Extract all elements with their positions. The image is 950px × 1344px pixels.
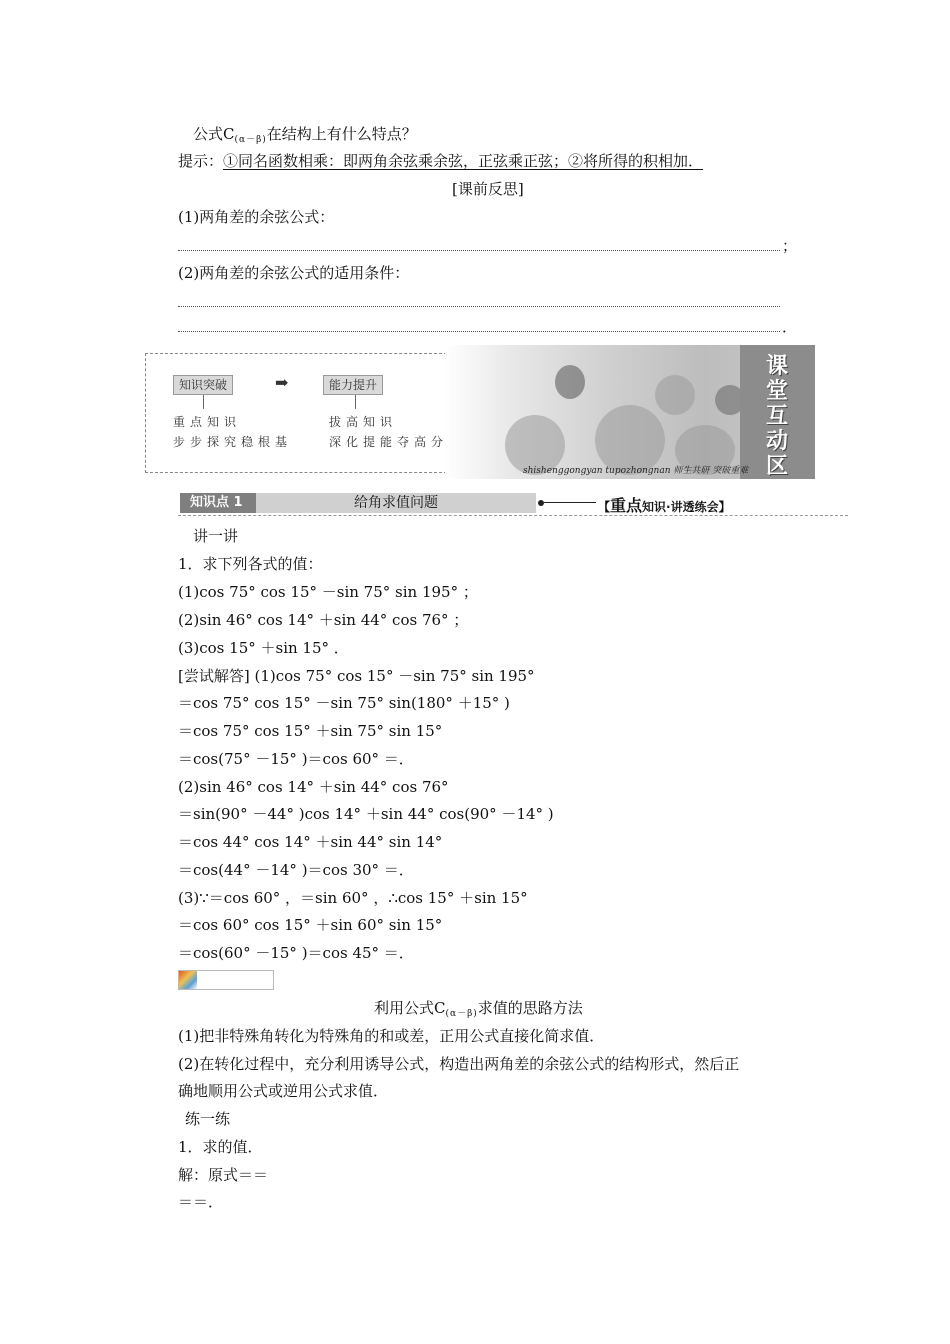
method-point-2: (2)在转化过程中，充分利用诱导公式，构造出两角差的余弦公式的结构形式，然后正 [178,1055,740,1073]
section-banner [145,345,815,479]
section-label: 讲一讲 [193,527,239,545]
solution-line: ＝cos(44° －14° )＝cos 30° ＝． [178,861,414,879]
solution-line: ＝cos 75° cos 15° －sin 75° sin(180° ＋15° ) [178,694,510,712]
hint-label: 提示： [178,152,224,170]
problem-item: (1)cos 75° cos 15° －sin 75° sin 195° ； [178,583,478,601]
banner-right-text-2: 深化提能夺高分 [329,435,449,449]
problem-statement: 1．求下列各式的值： [178,555,323,573]
connector-line [203,395,204,409]
problem-item: (2)sin 46° cos 14° ＋sin 44° cos 76° ； [178,611,469,629]
answer-blank-line [178,250,780,251]
banner-tagline: shishenggongyan tupozhongnan 师生共研 突破重难 [523,466,749,476]
solution-line: [尝试解答] (1)cos 75° cos 15° －sin 75° sin 195° [178,667,535,685]
title-char: 堂 [765,379,788,404]
banner-left-text-1: 重点知识 [173,415,242,429]
solution-line: ＝cos 44° cos 14° ＋sin 44° sin 14° [178,833,443,851]
practice-solution: 解：原式＝＝ [178,1166,269,1184]
method-point-1: (1)把非特殊角转化为特殊角的和或差，正用公式直接化简求值． [178,1027,605,1045]
solution-line: ＝cos(75° －15° )＝cos 60° ＝． [178,750,414,768]
method-title: 利用公式$C_{(\alpha-\beta)}$求值的思路方法 [374,999,583,1019]
solution-line: (3)∵＝cos 60° ，＝sin 60° ，∴cos 15° ＋sin 15° [178,889,528,907]
practice-solution: ＝＝． [178,1193,224,1211]
formula-subscript: (α－β) [234,135,267,145]
ability-improve-label: 能力提升 [323,375,383,395]
title-char: 动 [765,429,788,454]
reflection-item-2: (2)两角差的余弦公式的适用条件： [178,264,410,282]
solution-line: ＝cos 75° cos 15° ＋sin 75° sin 15° [178,722,443,740]
question-text: 公式C [193,125,235,143]
divider [544,502,596,503]
solution-line: ＝cos(60° －15° )＝cos 45° ＝． [178,944,414,962]
note-image-icon [178,970,274,990]
method-point-2-cont: 确地顺用公式或逆用公式求值． [178,1082,389,1100]
question-text-end: 在结构上有什么特点？ [266,125,417,143]
knowledge-point-emphasis: 【重点知识·讲透练会】 [598,496,731,515]
reflection-item-1: (1)两角差的余弦公式： [178,208,335,226]
hint-line [178,151,703,171]
banner-left-text-2: 步步探究稳根基 [173,435,293,449]
knowledge-point-title: 给角求值问题 [256,493,536,513]
knowledge-breakthrough-label: 知识突破 [173,375,233,395]
problem-item: (3)cos 15° ＋sin 15° ． [178,639,349,657]
knowledge-point-tag: 知识点 1 [180,493,266,513]
solution-line: ＝cos 60° cos 15° ＋sin 60° sin 15° [178,916,443,934]
knowledge-point-header [178,491,848,515]
banner-vertical-title [740,345,815,479]
dashed-divider [178,515,848,516]
practice-label: 练一练 [185,1110,231,1128]
question-line [193,124,417,150]
title-char: 区 [765,454,788,479]
solution-line: (2)sin 46° cos 14° ＋sin 44° cos 76° [178,778,449,796]
title-char: 课 [765,354,788,379]
hint-text: ①同名函数相乘：即两角余弦乘余弦，正弦乘正弦；②将所得的积相加． [223,152,704,170]
punctuation: ． [782,318,798,336]
right-arrow-icon: ➡ [275,373,289,392]
punctuation: ； [782,237,798,255]
answer-blank-line [178,306,780,307]
title-char: 互 [765,404,788,429]
connector-line [355,395,356,409]
practice-question: 1．求的值． [178,1138,263,1156]
answer-blank-line [178,331,780,332]
solution-line: ＝sin(90° －44° )cos 14° ＋sin 44° cos(90° －14° ) [178,805,554,823]
bullet-icon [538,500,544,506]
reflection-title: [课前反思] [452,180,524,198]
banner-right-text-1: 拔高知识 [329,415,398,429]
